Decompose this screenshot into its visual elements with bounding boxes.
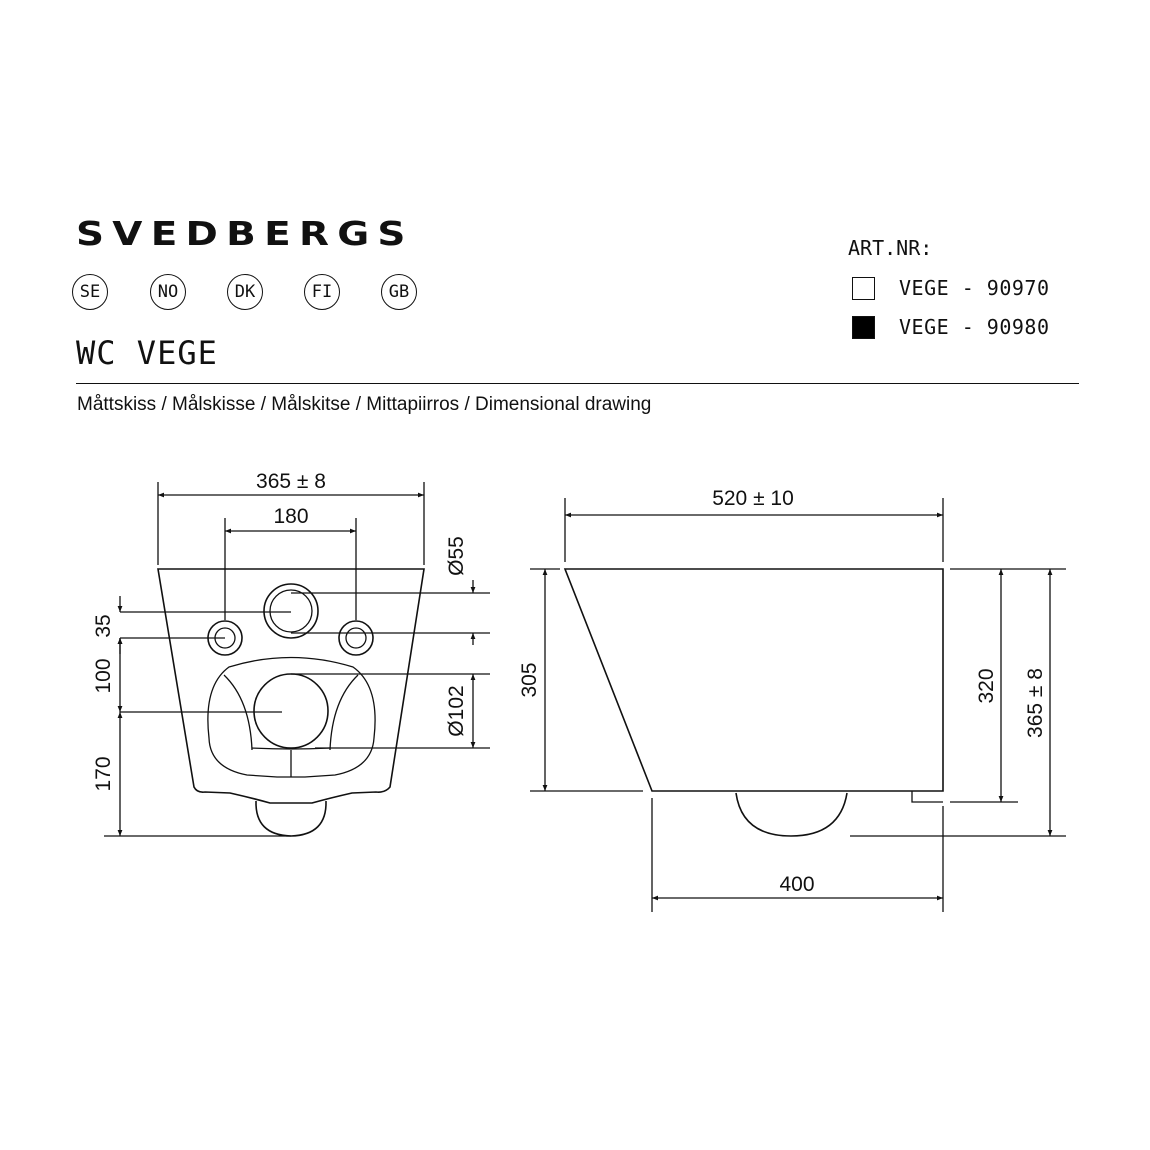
dim-bottom-length: 400 <box>779 873 815 896</box>
language-badge-se: SE <box>72 274 108 310</box>
dim-height-total: 365 ± 8 <box>1024 668 1047 738</box>
art-nr-label: ART.NR: <box>848 236 933 260</box>
language-badge-gb: GB <box>381 274 417 310</box>
dim-height-305: 305 <box>518 662 541 698</box>
language-badge-no: NO <box>150 274 186 310</box>
dim-offset-35: 35 <box>92 614 115 638</box>
dim-length-side: 520 ± 10 <box>712 487 794 510</box>
side-view <box>530 498 1066 912</box>
dim-outlet-diameter: Ø102 <box>445 685 468 737</box>
inlet-circle <box>264 584 318 638</box>
variant-code: VEGE - 90980 <box>899 315 1050 339</box>
mount-hole-right <box>339 621 373 655</box>
side-outline <box>565 569 943 791</box>
variant-code: VEGE - 90970 <box>899 276 1050 300</box>
dim-offset-170: 170 <box>92 756 115 792</box>
outlet-tail <box>256 801 326 836</box>
drawing-subtitle: Måttskiss / Målskisse / Målskitse / Mittapiirros / Dimensional drawing <box>77 394 652 415</box>
product-title: WC VEGE <box>76 334 218 372</box>
side-outlet <box>736 793 847 836</box>
outlet-circle <box>254 674 328 748</box>
dim-height-320: 320 <box>975 668 998 704</box>
dim-width-front: 365 ± 8 <box>256 470 326 493</box>
dim-inlet-spacing: 180 <box>273 505 309 528</box>
dim-inlet-diameter: Ø55 <box>445 536 468 576</box>
language-badge-dk: DK <box>227 274 263 310</box>
brand-logo: SVEDBERGS <box>76 214 414 253</box>
front-view <box>104 482 490 836</box>
dim-offset-100: 100 <box>92 658 115 694</box>
language-badge-fi: FI <box>304 274 340 310</box>
